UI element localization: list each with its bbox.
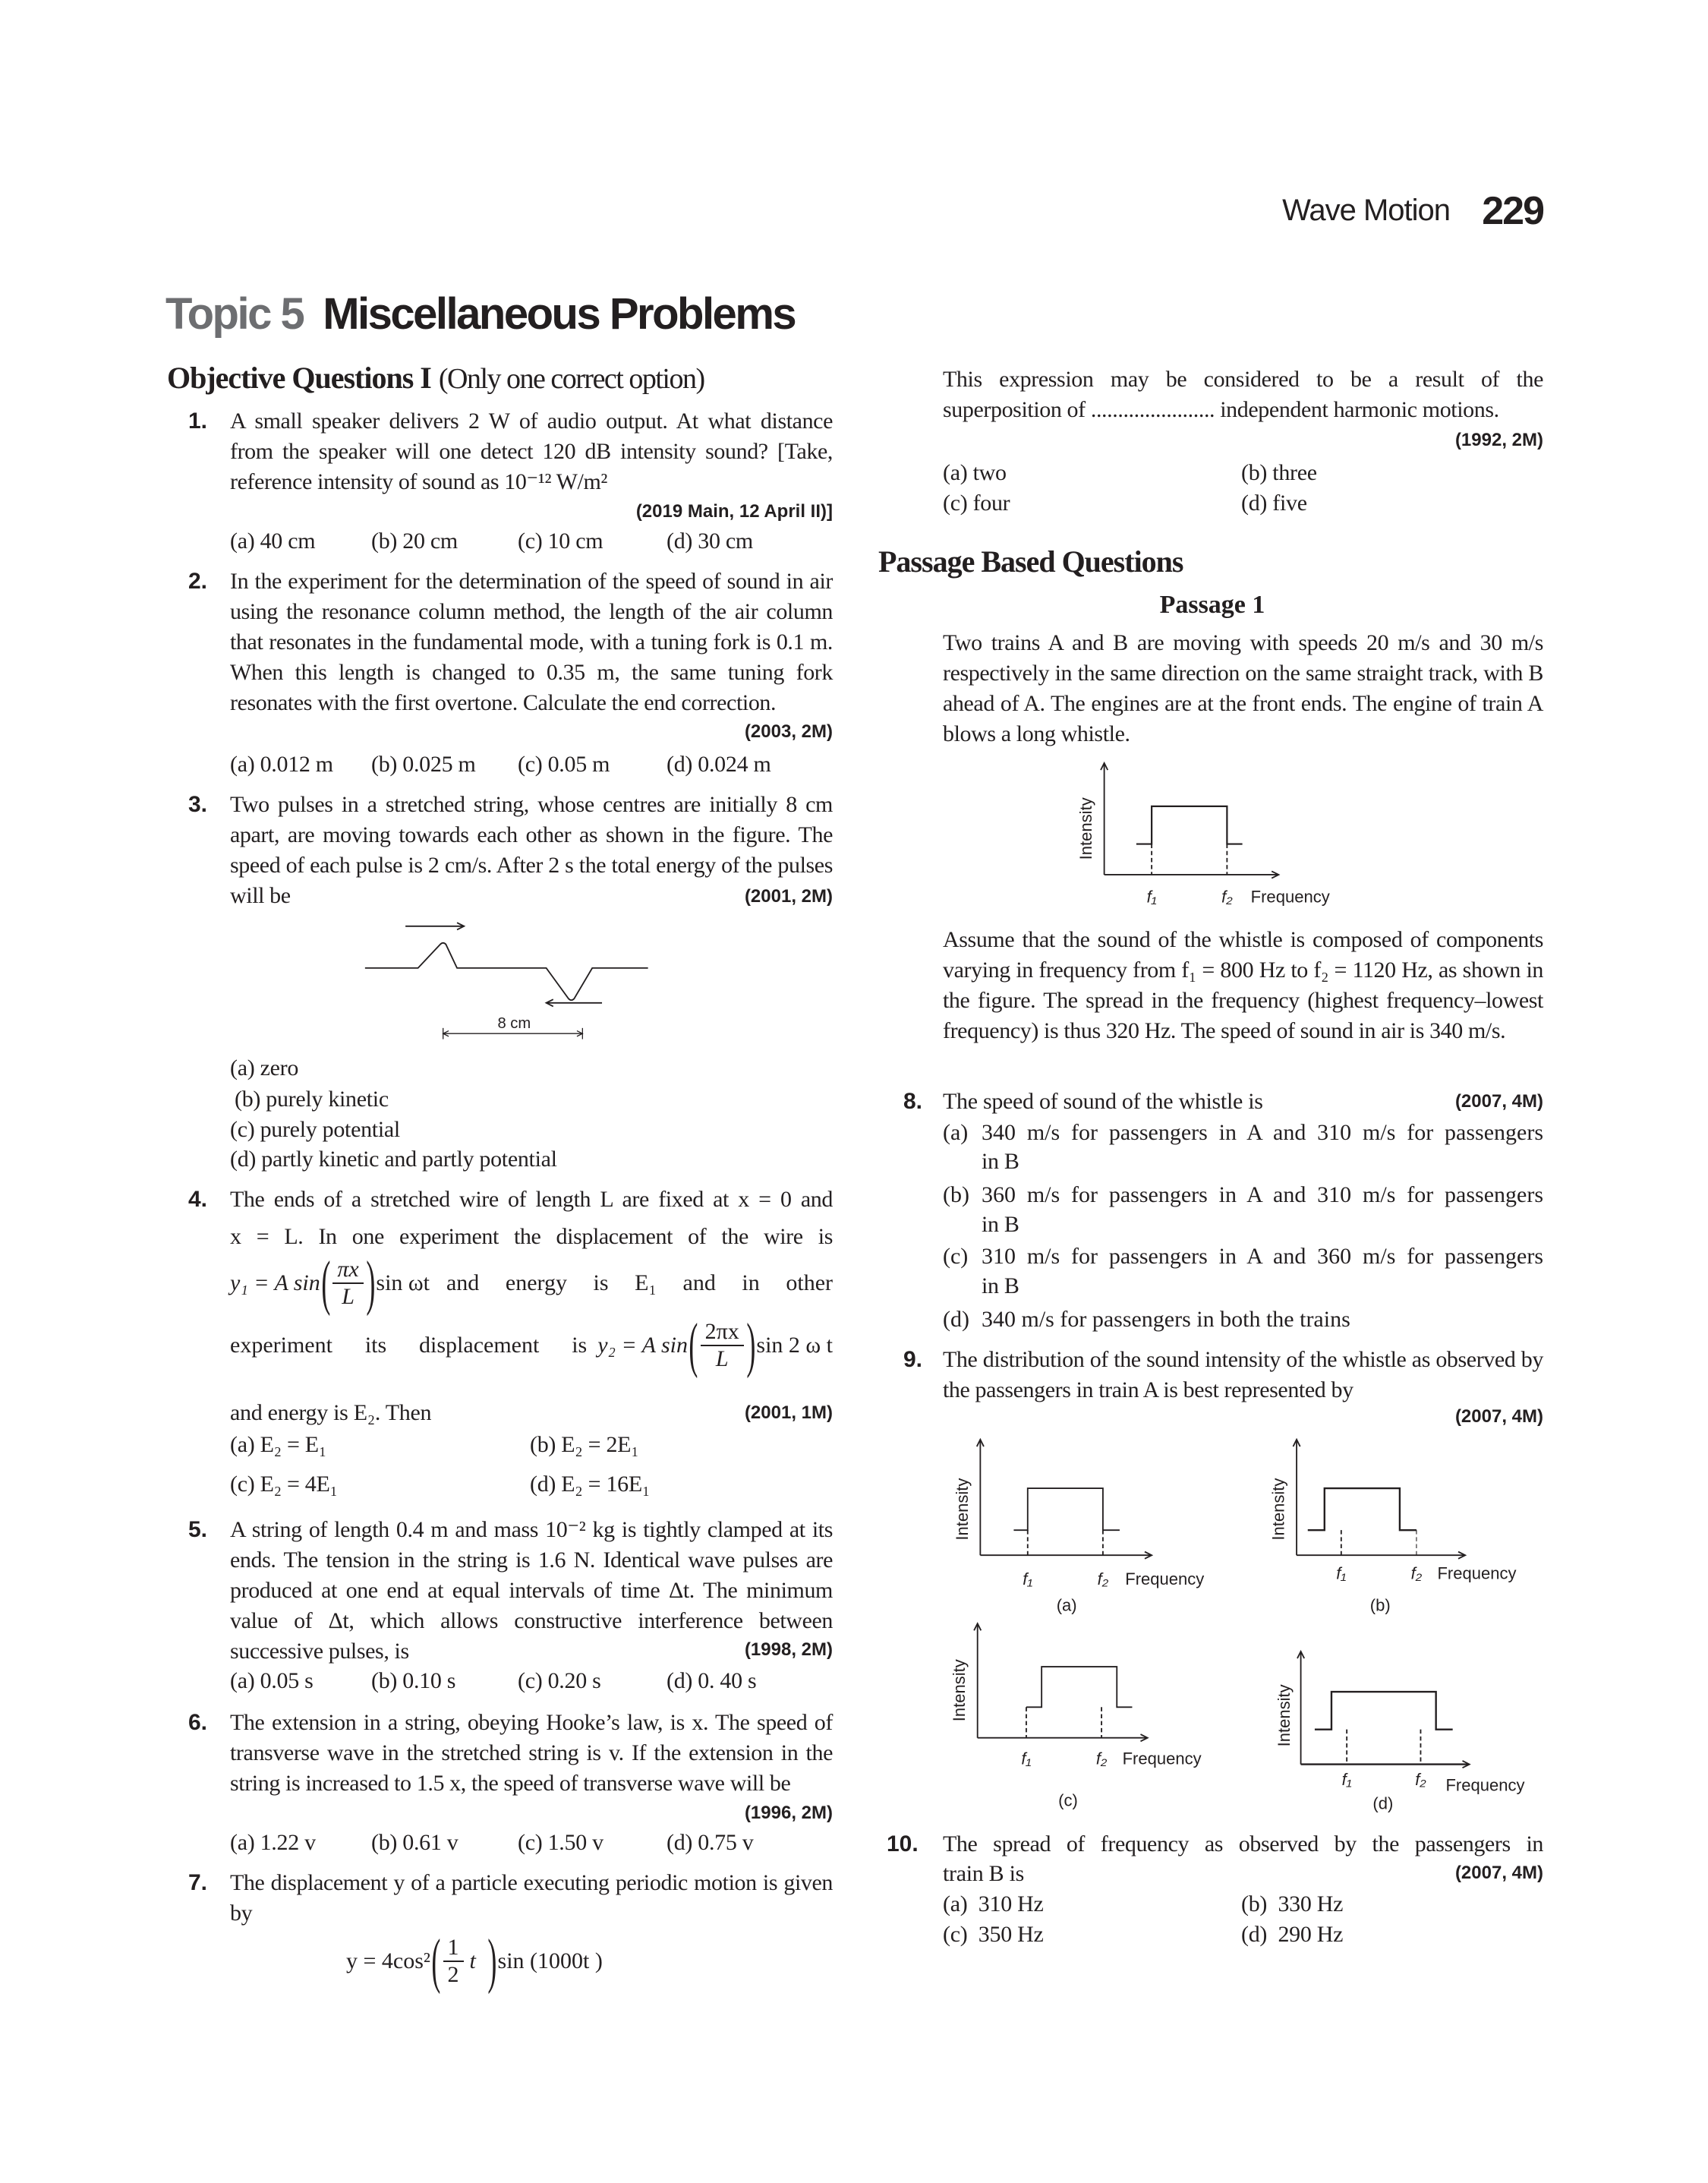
option-d[interactable] <box>943 1304 1350 1335</box>
right-paren: ) <box>487 1928 497 1995</box>
formula-y1-lhs: y₁ = A sin <box>230 1270 320 1295</box>
distance-label: 8 cm <box>497 1014 531 1032</box>
question-4-line-1: The ends of a stretched wire of length L are fixed at x = 0 and <box>230 1187 833 1212</box>
string-with-pulses <box>365 943 648 1000</box>
option-b[interactable]: (b) 330 Hz <box>1241 1891 1344 1916</box>
formula-lhs: y = 4cos² <box>346 1948 430 1973</box>
question-number: 3. <box>188 792 208 817</box>
y-axis-label: Intensity <box>950 1659 969 1722</box>
option-b[interactable]: (b) E₂ = 2E₁ <box>530 1432 639 1457</box>
option-b[interactable]: (b) 20 cm <box>371 528 458 554</box>
question-4-line-3-tail: and energy is E₁ and in other <box>446 1270 833 1295</box>
option-text: 360 m/s for passengers in A and 310 m/s for passengers <box>982 1182 1543 1207</box>
option-d[interactable]: (d) five <box>1241 491 1307 516</box>
option-b-continuation: in B <box>982 1212 1019 1237</box>
running-header-chapter: Wave Motion <box>1282 194 1450 227</box>
question-number: 1. <box>188 409 208 434</box>
question-4-formula-line-2 <box>230 1312 833 1379</box>
denominator: 2 <box>447 1962 459 1987</box>
question-number: 7. <box>188 1870 208 1895</box>
question-10-line-1: The spread of frequency as observed by the passengers in <box>943 1831 1543 1856</box>
question-number: 9. <box>903 1347 923 1372</box>
intensity-profile <box>1026 1667 1133 1707</box>
question-number: 4. <box>188 1187 208 1212</box>
f2-label: f₂ <box>1410 1563 1423 1583</box>
x-axis-label: Frequency <box>1125 1569 1205 1588</box>
option-c[interactable]: (c) 0.05 m <box>518 752 610 777</box>
denominator: L <box>715 1346 729 1371</box>
q9-option-graphs <box>937 1430 1565 1820</box>
option-d[interactable]: (d) 0.75 v <box>666 1830 754 1855</box>
option-c[interactable]: (c) four <box>943 491 1010 516</box>
option-label: (d) <box>943 1307 969 1332</box>
option-d[interactable]: (d) partly kinetic and partly potential <box>230 1147 557 1172</box>
option-c[interactable]: (c) 0.20 s <box>518 1668 601 1693</box>
passage-title: Passage 1 <box>1159 591 1265 619</box>
question-source: (2003, 2M) <box>744 721 833 742</box>
intensity-profile <box>1308 1488 1417 1530</box>
option-b[interactable]: (b) purely kinetic <box>235 1087 389 1112</box>
fraction <box>332 1257 363 1310</box>
right-paren: ) <box>366 1250 376 1317</box>
option-a[interactable]: (a) two <box>943 460 1007 485</box>
f2-label: f₂ <box>1415 1770 1426 1790</box>
formula-variable: t <box>469 1948 476 1973</box>
topic-name: Miscellaneous Problems <box>323 289 796 339</box>
option-text: 310 m/s for passengers in A and 360 m/s for passengers <box>982 1244 1543 1269</box>
option-d[interactable]: (d) 0. 40 s <box>666 1668 757 1693</box>
option-b[interactable]: (b) three <box>1241 460 1317 485</box>
option-label: (a) <box>943 1120 969 1145</box>
f1-label: f₁ <box>1023 1569 1033 1588</box>
pulses-figure <box>355 913 662 1046</box>
question-number: 8. <box>903 1089 923 1114</box>
f1-label: f₁ <box>1146 887 1157 907</box>
y-axis-label: Intensity <box>1268 1478 1288 1541</box>
question-number: 5. <box>188 1517 208 1542</box>
option-c[interactable]: (c) 1.50 v <box>518 1830 603 1855</box>
option-d[interactable]: (d) 290 Hz <box>1241 1922 1344 1947</box>
numerator: πx <box>332 1257 363 1284</box>
option-d[interactable]: (d) 30 cm <box>666 528 753 554</box>
question-1-text: A small speaker delivers 2 W of audio output. At what distance from the speaker will one detect 120 dB intensity sound? [Take, reference intensity of sound as 10⁻¹² W/m² <box>230 409 833 494</box>
intensity-profile <box>1013 1488 1120 1530</box>
question-4-line-2: x = L. In one experiment the displacement of the wire is <box>230 1224 833 1249</box>
intensity-profile <box>1136 806 1243 844</box>
question-2-text: In the experiment for the determination of the speed of sound in air using the resonance column method, the length of the air column that resonates in the fundamental mode, with a tuning fork is 0.1 m. When this length is changed to 0.35 m, the same tuning fork resonates with the first overtone. Calculate the end correction. <box>230 569 833 715</box>
question-source: (2001, 1M) <box>744 1402 833 1423</box>
option-c[interactable]: (c) purely potential <box>230 1117 400 1142</box>
option-c[interactable]: (c) 10 cm <box>518 528 603 554</box>
question-source: (1998, 2M) <box>744 1639 833 1660</box>
option-c[interactable] <box>943 1241 1543 1272</box>
question-10-line-2: train B is <box>943 1861 1024 1886</box>
question-source: (2007, 4M) <box>1454 1406 1543 1427</box>
graph-c[interactable] <box>950 1623 1201 1809</box>
formula-rhs: sin (1000t ) <box>497 1948 603 1973</box>
left-paren: ( <box>321 1250 331 1317</box>
question-4-line-5: and energy is E₂. Then <box>230 1400 432 1425</box>
question-8-text: The speed of sound of the whistle is <box>943 1089 1263 1114</box>
formula-y2-lhs: y₂ = A sin <box>597 1333 688 1358</box>
section-heading-passage: Passage Based Questions <box>878 544 1183 579</box>
numerator: 2πx <box>701 1319 744 1346</box>
option-label: (c) <box>943 1244 969 1269</box>
passage-text-2: Assume that the sound of the whistle is composed of components varying in frequency from f₁ = 800 Hz to f₂ = 1120 Hz, as shown in the figure. The spread in the frequency (highest frequency–lowest frequency) is thus 320 Hz. The speed of sound in air is 340 m/s. <box>943 927 1543 1043</box>
left-paren: ( <box>689 1312 698 1379</box>
page-number: 229 <box>1482 189 1543 233</box>
option-b[interactable]: (b) 0.61 v <box>371 1830 459 1855</box>
f1-label: f₁ <box>1341 1770 1352 1790</box>
question-source: (1992, 2M) <box>1454 430 1543 450</box>
option-c-continuation: in B <box>982 1273 1019 1298</box>
graph-label: (d) <box>1372 1793 1394 1813</box>
option-text: 340 m/s for passengers in A and 310 m/s for passengers <box>982 1120 1543 1145</box>
option-a[interactable]: (a) 40 cm <box>230 528 316 554</box>
question-4-line-4-head: experiment its displacement is <box>230 1333 588 1358</box>
graph-label: (a) <box>1056 1595 1077 1615</box>
question-number: 10. <box>887 1831 919 1856</box>
option-a[interactable]: (a) E₂ = E₁ <box>230 1432 326 1457</box>
option-label: (b) <box>943 1182 969 1207</box>
x-axis-label: Frequency <box>1250 887 1330 907</box>
y-axis-label: Intensity <box>952 1478 972 1541</box>
denominator: L <box>342 1284 355 1309</box>
question-source: (2001, 2M) <box>744 886 833 907</box>
fraction <box>701 1319 744 1372</box>
question-source: (2007, 4M) <box>1454 1863 1543 1883</box>
question-7-continuation: This expression may be considered to be a result of the superposition of ....................... independent harmonic motions. <box>943 367 1543 422</box>
option-d[interactable]: (d) 0.024 m <box>666 752 771 777</box>
topic-number: Topic 5 <box>165 289 304 339</box>
f2-label: f₂ <box>1221 887 1233 907</box>
option-b[interactable]: (b) 0.10 s <box>371 1668 456 1693</box>
question-number: 2. <box>188 569 208 594</box>
option-a[interactable] <box>943 1118 1543 1148</box>
f2-label: f₂ <box>1097 1569 1109 1588</box>
graph-b[interactable] <box>1269 1440 1517 1615</box>
f2-label: f₂ <box>1095 1749 1108 1768</box>
option-b[interactable] <box>943 1180 1543 1210</box>
option-a[interactable]: (a) 0.012 m <box>230 752 333 777</box>
question-source: (1996, 2M) <box>744 1803 833 1823</box>
graph-label: (b) <box>1369 1595 1391 1615</box>
graph-a[interactable] <box>953 1440 1204 1615</box>
option-text: 340 m/s for passengers in both the trains <box>982 1307 1350 1332</box>
x-axis-label: Frequency <box>1437 1563 1517 1583</box>
question-source: (2007, 4M) <box>1454 1091 1543 1112</box>
option-a[interactable]: (a) 1.22 v <box>230 1830 316 1855</box>
fraction <box>443 1935 464 1988</box>
section-heading-objective <box>167 360 704 396</box>
option-c[interactable]: (c) 350 Hz <box>943 1922 1044 1947</box>
option-c[interactable]: (c) E₂ = 4E₁ <box>230 1472 338 1497</box>
question-3-text: Two pulses in a stretched string, whose centres are initially 8 cm apart, are moving towards each other as shown in the figure. The speed of each pulse is 2 cm/s. After 2 s the total energy of the pulses will be <box>230 792 833 908</box>
section-heading-text: Objective Questions I <box>167 361 431 395</box>
graph-d[interactable] <box>1275 1651 1525 1812</box>
question-4-formula-line-1 <box>230 1250 833 1317</box>
y-axis-label: Intensity <box>1076 797 1096 860</box>
question-7-formula <box>346 1928 603 1995</box>
y-axis-label: Intensity <box>1274 1684 1294 1747</box>
option-a-continuation: in B <box>982 1149 1019 1174</box>
question-9-text: The distribution of the sound intensity of the whistle as observed by the passengers in train A is best represented by <box>943 1347 1543 1402</box>
question-number: 6. <box>188 1710 208 1735</box>
intensity-profile <box>1315 1692 1453 1730</box>
numerator: 1 <box>443 1935 464 1962</box>
option-d[interactable]: (d) E₂ = 16E₁ <box>530 1472 651 1497</box>
option-b[interactable]: (b) 0.025 m <box>371 752 476 777</box>
question-5-text: A string of length 0.4 m and mass 10⁻² kg is tightly clamped at its ends. The tension in the string is 1.6 N. Identical wave pulses are produced at one end at equal intervals of time Δt. The minimum value of Δt, which allows constructive interference between successive pulses, is <box>230 1517 833 1664</box>
x-axis-label: Frequency <box>1122 1749 1202 1768</box>
f1-label: f₁ <box>1021 1749 1032 1768</box>
section-subheading: (Only one correct option) <box>438 363 704 395</box>
question-7-text: The displacement y of a particle executing periodic motion is given by <box>230 1870 833 1926</box>
whistle-spectrum-figure <box>1067 753 1360 910</box>
left-paren: ( <box>431 1928 441 1995</box>
formula-y1-rhs: sin ωt <box>376 1270 430 1295</box>
f1-label: f₁ <box>1336 1563 1347 1583</box>
option-a[interactable]: (a) 0.05 s <box>230 1668 314 1693</box>
graph-label: (c) <box>1058 1790 1078 1810</box>
right-paren: ) <box>746 1312 756 1379</box>
option-a[interactable]: (a) zero <box>230 1055 299 1080</box>
option-a[interactable]: (a) 310 Hz <box>943 1891 1044 1916</box>
x-axis-label: Frequency <box>1445 1775 1525 1795</box>
topic-title <box>165 289 795 339</box>
question-6-text: The extension in a string, obeying Hooke’s law, is x. The speed of transverse wave in the stretched string is v. If the extension in the string is increased to 1.5 x, the speed of transverse wave will be <box>230 1710 833 1796</box>
passage-text: Two trains A and B are moving with speeds 20 m/s and 30 m/s respectively in the same direction on the same straight track, with B ahead of A. The engines are at the front ends. The engine of train A blows a long whistle. <box>943 630 1543 746</box>
formula-y2-rhs: sin 2 ω t <box>756 1333 833 1358</box>
question-source: (2019 Main, 12 April II)] <box>635 501 833 522</box>
